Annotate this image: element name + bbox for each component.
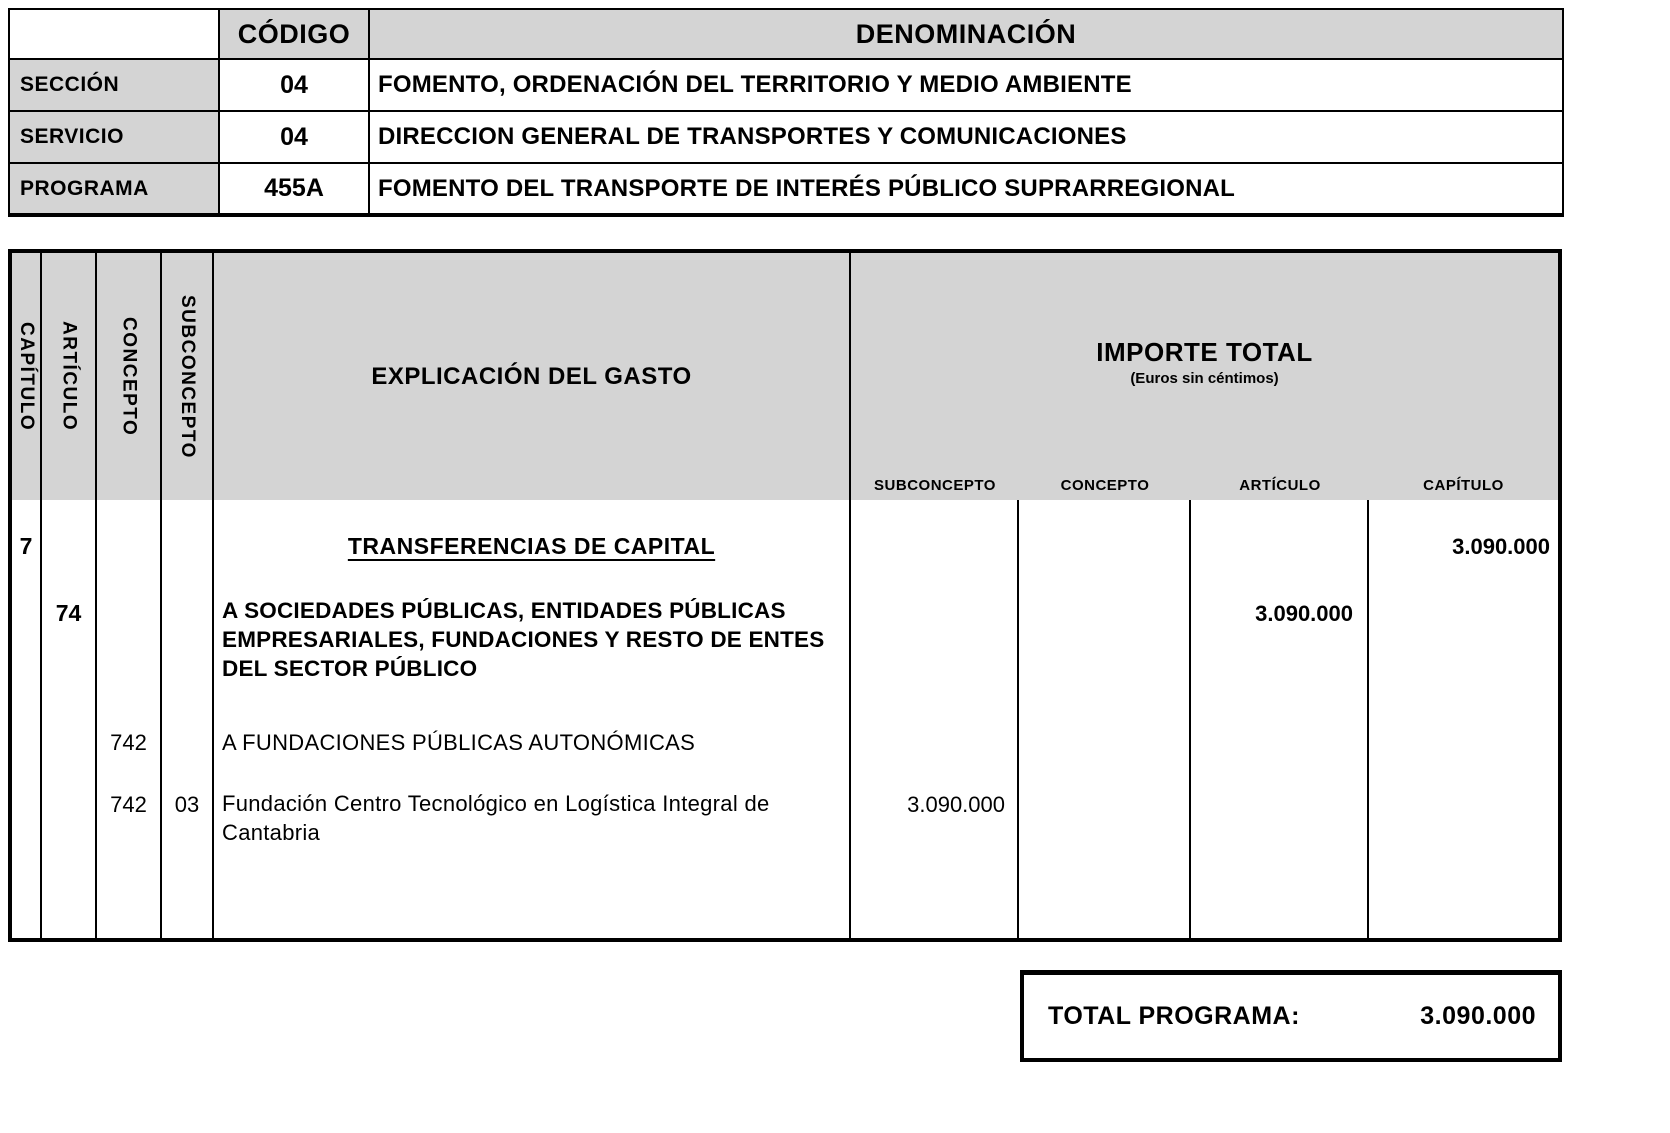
total-programa-value: 3.090.000 [1420, 1002, 1536, 1030]
header-table-header-row [9, 9, 1563, 59]
articulo-column-header-cell [42, 253, 97, 500]
column-divider [1017, 500, 1019, 938]
servicio-denominacion: DIRECCION GENERAL DE TRANSPORTES Y COMUNICACIONES [369, 111, 1563, 163]
budget-document-page [8, 8, 1562, 1062]
header-table [8, 8, 1564, 217]
explicacion-del-gasto-header: EXPLICACIÓN DEL GASTO [214, 253, 851, 500]
seccion-denominacion: FOMENTO, ORDENACIÓN DEL TERRITORIO Y MEDIO AMBIENTE [369, 59, 1563, 111]
capitulo-title: TRANSFERENCIAS DE CAPITAL [347, 533, 716, 559]
seccion-code: 04 [219, 59, 369, 111]
importe-total-title: IMPORTE TOTAL [1096, 336, 1313, 367]
column-divider [1189, 500, 1191, 938]
capitulo-column-header: CAPÍTULO [16, 321, 37, 432]
subconcepto-code: 03 [174, 792, 200, 817]
table-row-programa [9, 163, 1563, 215]
column-divider [849, 500, 851, 938]
detail-table [8, 249, 1562, 942]
concepto-description: A FUNDACIONES PÚBLICAS AUTONÓMICAS [222, 730, 696, 755]
total-programa-box [1020, 970, 1562, 1062]
detail-table-header [12, 253, 1558, 500]
column-divider [95, 500, 97, 938]
total-programa-label: TOTAL PROGRAMA: [1048, 1002, 1300, 1030]
articulo-column-header: ARTÍCULO [58, 321, 80, 432]
table-row-servicio [9, 111, 1563, 163]
articulo-code: 74 [55, 600, 82, 626]
column-divider [1367, 500, 1369, 938]
importe-capitulo-header: CAPÍTULO [1423, 476, 1504, 494]
codigo-column-header: CÓDIGO [219, 9, 369, 59]
articulo-importe: 3.090.000 [1255, 601, 1353, 626]
programa-denominacion: FOMENTO DEL TRANSPORTE DE INTERÉS PÚBLICO SUPRARREGIONAL [369, 163, 1563, 215]
capitulo-code: 7 [19, 533, 33, 559]
servicio-code: 04 [219, 111, 369, 163]
header-table-blank-cell [9, 9, 219, 59]
subconcepto-importe: 3.090.000 [907, 792, 1005, 817]
importe-subconcepto-header: SUBCONCEPTO [874, 476, 996, 494]
column-divider [212, 500, 214, 938]
programa-label: PROGRAMA [9, 163, 219, 215]
seccion-label: SECCIÓN [9, 59, 219, 111]
subconcepto-column-header: SUBCONCEPTO [177, 294, 198, 459]
importe-total-subtitle: (Euros sin céntimos) [1130, 369, 1279, 387]
articulo-description: A SOCIEDADES PÚBLICAS, ENTIDADES PÚBLICAS EMPRESARIALES, FUNDACIONES Y RESTO DE ENTES DEL SECTOR PÚBLICO [222, 598, 825, 681]
importe-concepto-header: CONCEPTO [1060, 476, 1150, 494]
subconcepto-column-header-cell [162, 253, 214, 500]
denominacion-column-header: DENOMINACIÓN [369, 9, 1563, 59]
table-row-seccion [9, 59, 1563, 111]
servicio-label: SERVICIO [9, 111, 219, 163]
column-divider [160, 500, 162, 938]
concepto-column-header: CONCEPTO [118, 316, 140, 437]
capitulo-column-header-cell [12, 253, 42, 500]
capitulo-importe: 3.090.000 [1452, 534, 1550, 559]
subconcepto-description: Fundación Centro Tecnológico en Logística Integral de Cantabria [222, 791, 770, 845]
programa-code: 455A [219, 163, 369, 215]
concepto-code: 742 [110, 730, 147, 755]
column-divider [40, 500, 42, 938]
subconcepto-concepto-code: 742 [110, 792, 147, 817]
importe-total-header-cell [851, 253, 1558, 470]
detail-table-body [12, 500, 1558, 938]
importe-articulo-header: ARTÍCULO [1239, 476, 1321, 494]
concepto-column-header-cell [97, 253, 162, 500]
